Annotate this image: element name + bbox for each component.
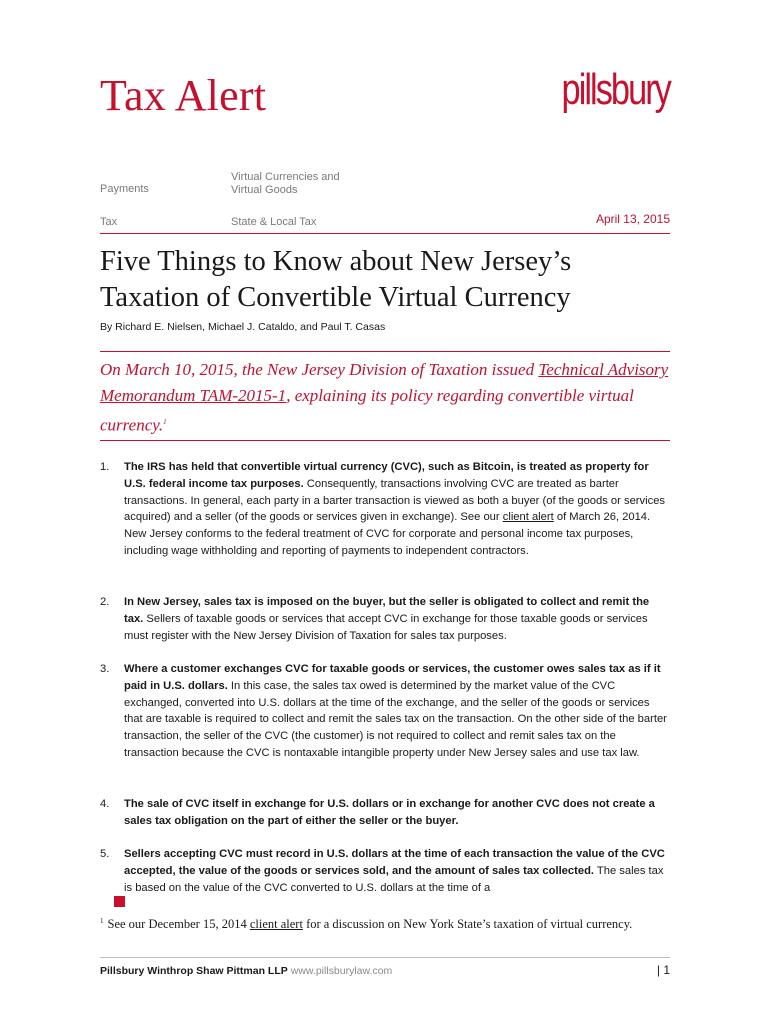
tag-virtual-currencies-line1: Virtual Currencies and <box>231 171 340 183</box>
publication-date: April 13, 2015 <box>595 212 670 226</box>
firm-url-link[interactable]: www.pillsburylaw.com <box>290 965 393 977</box>
lede-divider-top <box>100 351 670 352</box>
list-item <box>100 846 670 896</box>
firm-name: Pillsbury Winthrop Shaw Pittman LLP <box>100 965 288 977</box>
lede-text-1: On March 10, 2015, the New Jersey Division of Taxation issued <box>100 360 539 379</box>
item-text: Sellers of taxable goods or services that accept CVC in exchange for those taxable goods or services must register with the New Jersey Division of Taxation for sales tax purposes. <box>124 612 648 642</box>
footnote-ref[interactable]: 1 <box>163 418 167 426</box>
item-number: 1. <box>100 461 110 473</box>
list-item <box>100 594 670 644</box>
footnote-text-1: See our December 15, 2014 <box>107 917 250 932</box>
lede-text-2: , explaining its policy regarding convertible virtual currency. <box>100 386 634 435</box>
list-item <box>100 661 670 762</box>
continuation-marker <box>114 896 125 907</box>
client-alert-link[interactable]: client alert <box>502 511 554 524</box>
footnote <box>100 913 670 932</box>
tag-payments[interactable]: Payments <box>100 183 149 195</box>
tag-virtual-currencies[interactable] <box>231 171 340 197</box>
footnote-client-alert-link[interactable]: client alert <box>249 917 303 932</box>
footer-firm <box>100 965 392 977</box>
item-text: Consequently, transactions involving CVC are treated as barter transactions. In general, each party in a barter transaction is viewed as both a buyer (of the goods or services acquired) and a seller (of the goods or services given in exchange). See our <box>124 477 666 524</box>
document-title: Tax Alert <box>100 71 267 120</box>
tam-2015-1-link[interactable]: Technical Advisory Memorandum TAM-2015-1 <box>100 360 669 405</box>
tag-state-local-tax[interactable]: State & Local Tax <box>231 216 317 228</box>
item-text: The sales tax is based on the value of the CVC converted to U.S. dollars at the time of a <box>124 864 664 894</box>
tag-tax[interactable]: Tax <box>100 216 118 228</box>
footnote-marker: 1 <box>100 917 104 925</box>
page-number: | 1 <box>656 963 670 977</box>
headline-line-2: Taxation of Convertible Virtual Currency <box>100 282 571 313</box>
byline: By Richard E. Nielsen, Michael J. Cataldo, and Paul T. Casas <box>100 321 386 333</box>
item-text-continued: of March 26, 2014. New Jersey conforms to the federal treatment of CVC for corporate and personal income tax purposes, including wage withholding and reporting of payments to independent contractors. <box>124 511 651 557</box>
lede-paragraph <box>100 357 670 439</box>
tag-virtual-currencies-line2: Virtual Goods <box>231 184 298 196</box>
item-lead: Where a customer exchanges CVC for taxable goods or services, the customer owes sales tax as if it paid in U.S. dollars. <box>124 663 661 692</box>
headline-line-1: Five Things to Know about New Jersey’s <box>100 246 572 277</box>
item-number: 3. <box>100 663 110 675</box>
lede-divider-bottom <box>100 440 670 441</box>
item-number: 5. <box>100 848 110 860</box>
item-number: 2. <box>100 596 110 608</box>
item-lead: The sale of CVC itself in exchange for U.S. dollars or in exchange for another CVC does not create a sales tax obligation on the part of either the seller or the buyer. <box>124 798 655 827</box>
footer-divider <box>100 957 670 958</box>
pillsbury-logo: pillsbury <box>561 65 670 114</box>
item-text: In this case, the sales tax owed is determined by the market value of the CVC exchanged, converted into U.S. dollars at the time of the exchange, and the seller of the goods or services that are taxable is required to collect and remit the sales tax on the transaction. On the other side of the barter transaction, the seller of the CVC (the customer) is not required to collect and remit sales tax on the transaction because the CVC is nontaxable intangible property under New Jersey sales and use tax law. <box>124 679 667 759</box>
item-lead: Sellers accepting CVC must record in U.S. dollars at the time of each transaction the value of the CVC accepted, the value of the goods or services sold, and the amount of sales tax collected. <box>124 848 665 877</box>
list-item <box>100 796 670 830</box>
item-number: 4. <box>100 798 110 810</box>
footnote-text-2: for a discussion on New York State’s taxation of virtual currency. <box>302 917 633 932</box>
header-divider <box>100 233 670 234</box>
item-lead: In New Jersey, sales tax is imposed on the buyer, but the seller is obligated to collect and remit the tax. <box>124 596 650 625</box>
item-lead: The IRS has held that convertible virtual currency (CVC), such as Bitcoin, is treated as property for U.S. federal income tax purposes. <box>124 461 649 490</box>
article-headline <box>100 244 680 316</box>
list-item <box>100 459 670 560</box>
